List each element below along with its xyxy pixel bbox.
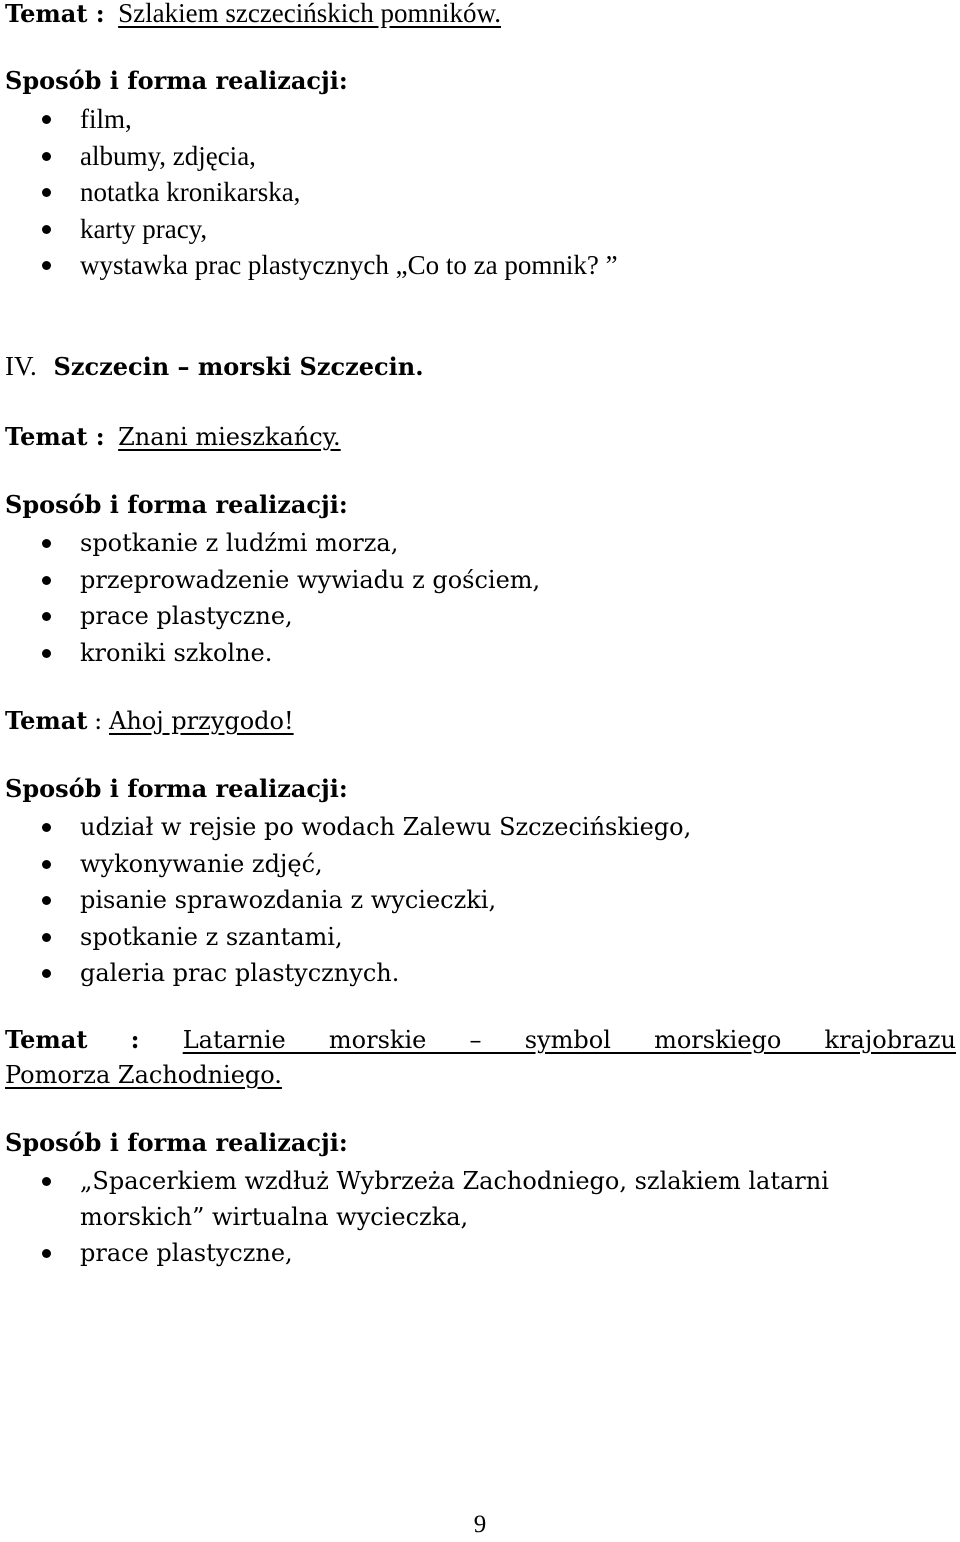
page-number: 9: [473, 1511, 487, 1538]
bullet-icon: [42, 896, 51, 905]
forma-list-1: [0, 101, 618, 284]
list-item: albumy, zdjęcia,: [0, 138, 618, 175]
forma-label-2: Sposób i forma realizacji:: [5, 490, 348, 519]
list-item: wystawka prac plastycznych „Co to za pomnik? ”: [0, 247, 618, 284]
temat-heading-2: [5, 419, 341, 454]
forma-label-4: Sposób i forma realizacji:: [5, 1128, 348, 1157]
chapter-numeral: IV.: [5, 351, 37, 381]
list-item: „Spacerkiem wzdłuż Wybrzeża Zachodniego, szlakiem latarni morskich” wirtualna wycieczka,: [0, 1163, 829, 1235]
bullet-icon: [42, 152, 51, 161]
bullet-icon: [42, 225, 51, 234]
list-item: pisanie sprawozdania z wycieczki,: [0, 882, 691, 919]
bullet-icon: [42, 969, 51, 978]
chapter-title: Szczecin – morski Szczecin.: [53, 352, 424, 381]
temat-heading-4: [5, 1023, 956, 1057]
bullet-icon: [42, 539, 51, 548]
forma-list-2: [0, 525, 540, 671]
temat-title: Ahoj przygodo!: [109, 707, 294, 735]
list-item: przeprowadzenie wywiadu z gościem,: [0, 562, 540, 599]
list-item: notatka kronikarska,: [0, 174, 618, 211]
temat-heading-3: [5, 703, 294, 738]
temat-title-line1: Latarnie morskie – symbol morskiego krajobrazu: [182, 1026, 956, 1054]
list-item: karty pracy,: [0, 211, 618, 248]
temat-label: Temat :: [5, 0, 105, 28]
temat-label: Temat: [5, 1025, 88, 1054]
bullet-icon: [42, 188, 51, 197]
list-item: prace plastyczne,: [0, 1235, 829, 1272]
bullet-icon: [42, 1249, 51, 1258]
forma-label-1: Sposób i forma realizacji:: [5, 66, 348, 95]
list-item: prace plastyczne,: [0, 598, 540, 635]
bullet-icon: [42, 115, 51, 124]
bullet-icon: [42, 261, 51, 270]
bullet-icon: [42, 576, 51, 585]
temat-colon: :: [94, 707, 103, 735]
list-item: spotkanie z szantami,: [0, 919, 691, 956]
temat-colon: :: [130, 1025, 140, 1054]
bullet-icon: [42, 649, 51, 658]
bullet-icon: [42, 823, 51, 832]
chapter-heading: [5, 349, 424, 384]
bullet-icon: [42, 612, 51, 621]
temat-heading-1: [5, 0, 501, 31]
forma-list-3: [0, 809, 691, 992]
list-item: galeria prac plastycznych.: [0, 955, 691, 992]
temat-title: Znani mieszkańcy.: [118, 423, 341, 451]
temat-title-line2: Pomorza Zachodniego.: [5, 1061, 282, 1089]
bullet-icon: [42, 860, 51, 869]
temat-title: Szlakiem szczecińskich pomników.: [118, 0, 502, 28]
list-item: kroniki szkolne.: [0, 635, 540, 672]
forma-list-4: [0, 1163, 829, 1272]
forma-label-3: Sposób i forma realizacji:: [5, 774, 348, 803]
bullet-icon: [42, 933, 51, 942]
list-item: udział w rejsie po wodach Zalewu Szczecińskiego,: [0, 809, 691, 846]
temat-label: Temat :: [5, 422, 105, 451]
bullet-icon: [42, 1177, 51, 1186]
list-item: wykonywanie zdjęć,: [0, 846, 691, 883]
temat-label: Temat: [5, 706, 88, 735]
list-item: spotkanie z ludźmi morza,: [0, 525, 540, 562]
list-item: film,: [0, 101, 618, 138]
